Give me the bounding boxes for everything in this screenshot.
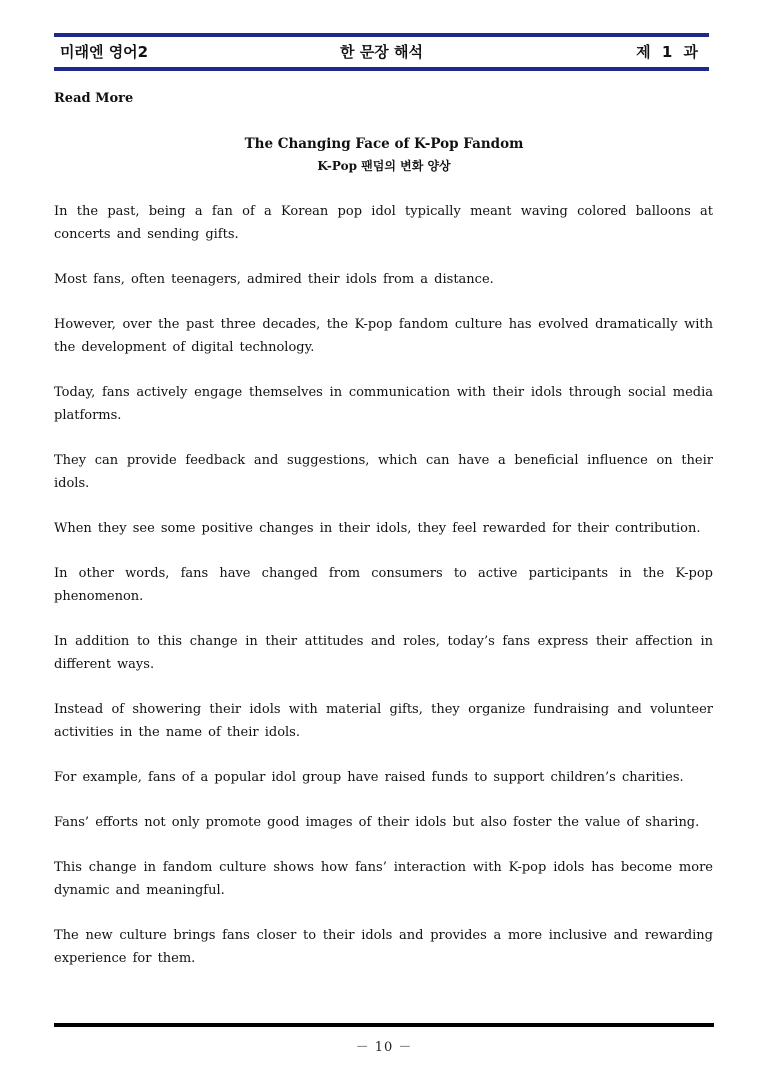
page-header	[54, 33, 709, 71]
article-title: The Changing Face of K-Pop Fandom	[244, 136, 524, 152]
article-subtitle: K-Pop 팬덤의 변화 양상	[317, 159, 451, 173]
paragraph: They can provide feedback and suggestions, which can have a beneficial influence on their idols.	[54, 453, 713, 491]
paragraph: The new culture brings fans closer to their idols and provides a more inclusive and rewarding experience for them.	[54, 928, 713, 966]
section-title: 한 문장 해석	[340, 43, 423, 61]
book-title: 미래엔 영어2	[60, 43, 149, 61]
paragraph: When they see some positive changes in their idols, they feel rewarded for their contribution.	[54, 521, 701, 536]
article-body	[54, 200, 713, 992]
paragraph: In other words, fans have changed from consumers to active participants in the K-pop phenomenon.	[54, 566, 713, 604]
paragraph: Today, fans actively engage themselves in communication with their idols through social media platforms.	[54, 385, 713, 423]
footer-divider	[54, 1023, 714, 1027]
paragraph: This change in fandom culture shows how fans’ interaction with K-pop idols has become more dynamic and meaningful.	[54, 860, 713, 898]
header-row	[54, 41, 709, 63]
page-number: － 10 －	[355, 1040, 413, 1055]
paragraph: However, over the past three decades, the K-pop fandom culture has evolved dramatically with the development of digital technology.	[54, 317, 713, 355]
paragraph: Most fans, often teenagers, admired their idols from a distance.	[54, 272, 494, 287]
paragraph: Fans’ efforts not only promote good images of their idols but also foster the value of sharing.	[54, 815, 700, 830]
paragraph: In the past, being a fan of a Korean pop idol typically meant waving colored balloons at concerts and sending gifts.	[54, 204, 713, 242]
lesson-number: 제 1 과	[636, 43, 701, 61]
paragraph: For example, fans of a popular idol group have raised funds to support children’s charities.	[54, 770, 684, 785]
paragraph: Instead of showering their idols with material gifts, they organize fundraising and volunteer activities in the name of their idols.	[54, 702, 713, 740]
paragraph: In addition to this change in their attitudes and roles, today’s fans express their affection in different ways.	[54, 634, 713, 672]
section-label: Read More	[54, 91, 134, 106]
